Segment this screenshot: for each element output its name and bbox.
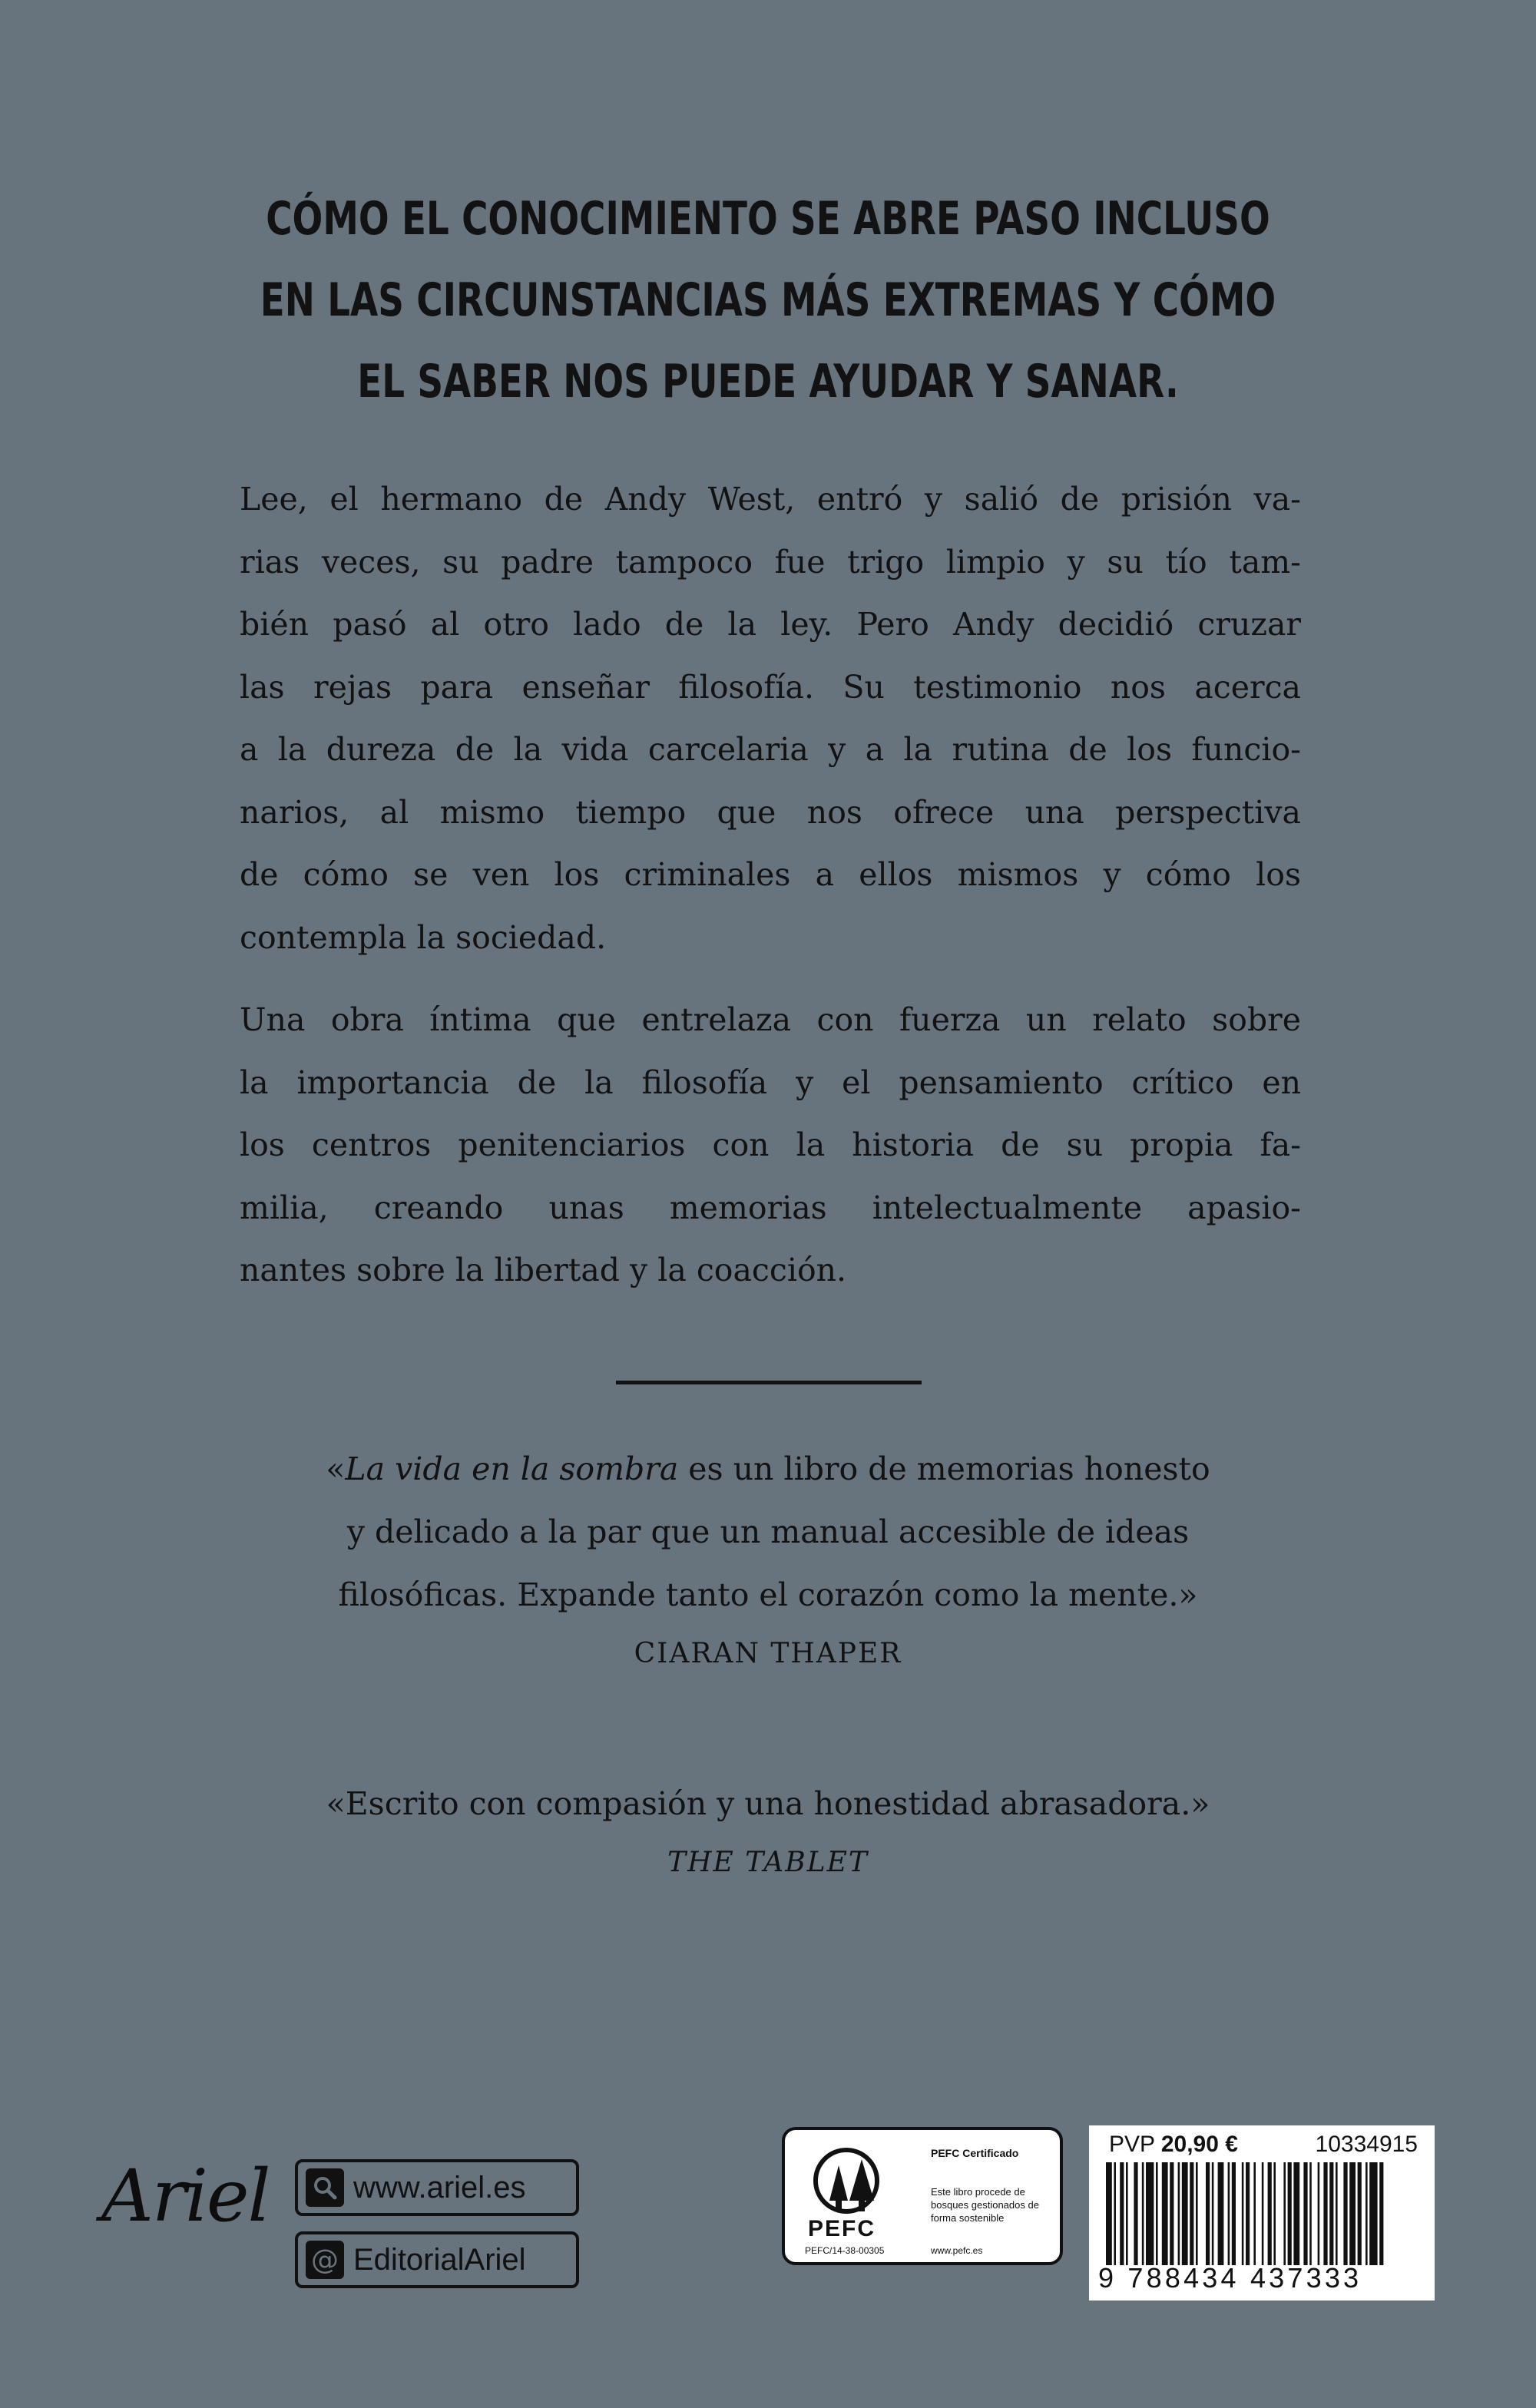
barcode-panel [1089, 2125, 1435, 2300]
text-line: las rejas para enseñar filosofía. Su testimonio nos acerca [240, 668, 1301, 706]
price-value: 20,90 € [1160, 2132, 1238, 2157]
quote-source: THE TABLET [667, 1847, 869, 1878]
pvp-label: PVP [1109, 2132, 1155, 2157]
text-line: de cómo se ven los criminales a ellos mismos y cómo los [240, 856, 1301, 893]
review-quote-1 [0, 1437, 1536, 1682]
pefc-text: Este libro procede de bosques gestionados de forma sostenible [931, 2186, 1039, 2224]
synopsis-paragraph-2 [240, 989, 1301, 1302]
at-icon: @ [306, 2241, 344, 2279]
product-code: 10334915 [1315, 2132, 1418, 2157]
text-line: narios, al mismo tiempo que nos ofrece una perspectiva [240, 793, 1301, 831]
text-line: a la dureza de la vida carcelaria y a la rutina de los funcio- [240, 731, 1301, 768]
pefc-word: PEFC [808, 2216, 876, 2241]
quote-author: CIARAN THAPER [634, 1638, 902, 1669]
text-line: contempla la sociedad. [240, 918, 607, 956]
publisher-logo: Ariel [101, 2155, 270, 2238]
search-icon [306, 2168, 344, 2207]
headline-line: EN LAS CIRCUNSTANCIAS MÁS EXTREMAS Y CÓMO [260, 273, 1276, 327]
text-line: milia, creando unas memorias intelectualmente apasio- [240, 1189, 1301, 1226]
text-line: bién pasó al otro lado de la ley. Pero Andy decidió cruzar [240, 606, 1301, 643]
review-quote-2 [0, 1772, 1536, 1890]
pefc-certification [782, 2127, 1063, 2265]
pefc-code: PEFC/14-38-00305 [805, 2245, 885, 2256]
text-line: Lee, el hermano de Andy West, entró y salió de prisión va- [240, 481, 1301, 518]
synopsis [240, 468, 1301, 1302]
headline-line: EL SABER NOS PUEDE AYUDAR Y SANAR. [357, 355, 1179, 408]
barcode-icon [1106, 2162, 1413, 2265]
website-label: www.ariel.es [353, 2170, 526, 2205]
quote-open-mark: « [326, 1450, 346, 1487]
price-label [1109, 2132, 1238, 2158]
quote-line: y delicado a la par que un manual accesible de ideas [346, 1513, 1190, 1550]
text-line: Una obra íntima que entrelaza con fuerza un relato sobre [240, 1001, 1301, 1038]
text-line: la importancia de la filosofía y el pensamiento crítico en [240, 1063, 1301, 1101]
book-title: La vida en la sombra [345, 1450, 679, 1487]
social-link[interactable] [295, 2231, 579, 2288]
social-label: EditorialAriel [353, 2242, 526, 2277]
quote-line: filosóficas. Expande tanto el corazón como la mente.» [338, 1576, 1198, 1613]
pefc-url: www.pefc.es [931, 2245, 983, 2256]
isbn-number: 9 788434 437333 [1098, 2262, 1362, 2294]
pefc-title: PEFC Certificado [931, 2147, 1019, 2159]
quote-line: «Escrito con compasión y una honestidad abrasadora.» [326, 1785, 1210, 1822]
text-line: nantes sobre la libertad y la coacción. [240, 1252, 847, 1288]
quote-text: es un libro de memorias honesto [678, 1450, 1210, 1487]
quote-line [0, 1437, 1536, 1500]
headline-line: CÓMO EL CONOCIMIENTO SE ABRE PASO INCLUSO [266, 192, 1270, 246]
synopsis-paragraph-1 [240, 468, 1301, 969]
text-line: los centros penitenciarios con la historia de su propia fa- [240, 1126, 1301, 1163]
website-link[interactable] [295, 2159, 579, 2216]
text-line: rias veces, su padre tampoco fue trigo limpio y su tío tam- [240, 543, 1301, 580]
pefc-tree-icon [799, 2142, 914, 2220]
headline [169, 178, 1367, 422]
divider [616, 1381, 922, 1384]
